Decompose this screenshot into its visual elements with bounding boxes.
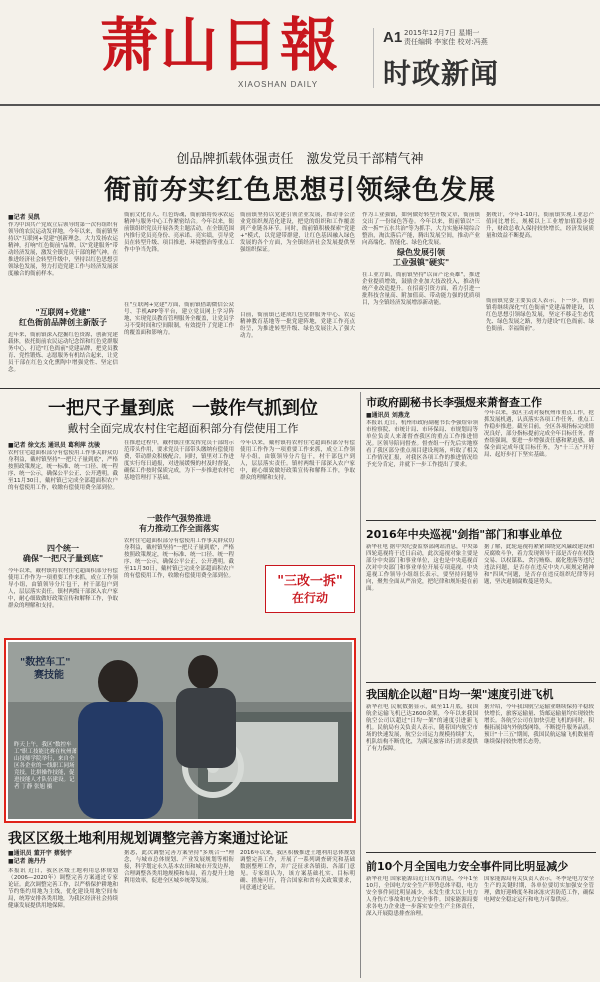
right-mid-headline: 2016年中央巡视"剑指"部门和事业单位 — [366, 528, 563, 541]
masthead-pinyin: XIAOSHAN DAILY — [238, 80, 319, 89]
masthead-divider — [373, 28, 374, 88]
bottom-story-col2-text: 据悉，此次调整完善方案坚持"多规合一"理念，与城市总体规划、产业发展规划等相衔接，科学划定永久基本农田和城市开发边界，合理调整各类用地规模和布局，着力提升土地利用效率，促进全区城乡统筹发展。 — [124, 850, 234, 884]
right-top-byline: ■通讯员 刘燕龙 — [366, 412, 410, 419]
photo-label-line-1: "数控车工" — [20, 657, 71, 668]
story2-col1-text-b: 今年以来，戴村镇将农村住宅超面积部分有偿使用工作作为一项重要工作来抓，成立工作领导小组，由镇领导分片包干，村干部包户到人，层层落实责任。镇村两级干部深入农户家中，耐心细致做好政策宣传和解释工作，争取群众的理解和支持。 — [8, 568, 118, 609]
banner-line-2: 在行动 — [291, 591, 328, 605]
date-line-2: 责任编辑 李家佳 校对:冯燕 — [404, 38, 488, 46]
right-top-headline: 市政府副秘书长李强煜来萧督查工作 — [366, 396, 542, 409]
bottom-story-headline: 我区区级土地利用规划调整完善方案通过论证 — [8, 831, 288, 847]
right-rule-2 — [366, 682, 596, 683]
right-mid-col2-text: 据了解，此轮巡视将紧紧围绕党风廉政建设和反腐败斗争，着力发现领导干部是否存在权钱交易、以权谋私、贪污贿赂、腐化堕落等违纪违法问题，是否存在违反中央八项规定精神和"四风"问题，是否存在违反组织纪律等问题，坚决遏制腐败蔓延势头。 — [484, 544, 594, 585]
page-number: A1 — [383, 29, 403, 46]
right-rule-3 — [366, 852, 596, 853]
photo-caption: 昨天上午，我区"数控车工"职工技能比赛在杭州萧山技师学院举行，来自全区各企业的一线职工同场竞技，比拼操作技能，促进技能人才队伍建设。记者 丁静 张旭 摄 — [14, 742, 78, 790]
lead-subhead-1: "互联网+党建" 红色衙前品牌创主新版子 — [19, 308, 107, 327]
story2-col1-text: 农村住宅超面积部分有偿使用工作事关群众切身利益，戴村镇坚持"一把尺子量到底"，严格按照政策规定，统一标准、统一口径、统一程序、统一公示，确保公平公正、公开透明。截至11月30日，戴村镇已完成全部超面积农户的有偿使用工作，收缴有偿使用费全部到位。 — [8, 450, 118, 491]
lead-col1-text-b: 近年来，衙前镇深入挖掘红色资源，创新党建载体，依托衙前农民运动纪念馆和红色党群服务中心，打造"红色衙前"党建品牌，把党员教育、党性锻炼、志愿服务有机结合起来，让党员干部在红色文化熏陶中增强党性、坚定信念。 — [8, 332, 118, 373]
lead-col4-text-b: 在工业方面，衙前镇坚持"以亩产论英雄"，推进企业提质增效，鼓励企业加大技改投入，推动传统产业改造提升。在招商引资方面，着力引进一批科技含量高、附加值高、带动能力强的优质项目，为全镇经济发展增添新动能。 — [362, 272, 480, 306]
date-line-1: 2015年12月7日 星期一 — [404, 29, 480, 37]
lead-bottom-rule — [0, 388, 600, 389]
story2-headline: 一把尺子量到底 一鼓作气抓到位 — [48, 398, 318, 419]
story2-col3-text: 今年以来，戴村镇将农村住宅超面积部分有偿使用工作作为一项重要工作来抓，成立工作领导小组，由镇领导分片包干，村干部包户到人，层层落实责任。镇村两级干部深入农户家中，耐心细致做好政策宣传和解释工作，争取群众的理解和支持。 — [240, 440, 355, 481]
lead-col5-text-a: 据统计，今年1-10月，衙前镇实现工业总产值同比增长，规模以上工业增加值稳步提升，财政总收入保持较快增长，经济发展质量和效益不断提高。 — [486, 212, 594, 239]
story2-byline: ■记者 徐文杰 通讯员 葛利萍 沈骏 — [8, 442, 101, 449]
lead-subhead-2: 绿色发展引领 工业强镇"硬实" — [392, 248, 450, 267]
lead-col1-text-a: 作为中国共产党成立后领导的第一次有组织有领导的农民运动发祥地，今年以来，衙前镇坚持以"互联网+党建"创新理念，大力发扬农运精神，打响"红色衙前"品牌，以"党建服务"带动经济发展，激发全镇党员干部的精气神。在推进经济社会转型升级中，坚持以红色思想引领绿色发展，努力打造党建工作与经济发展深度融合的衙前样本。 — [8, 222, 118, 277]
right-rule-1 — [366, 520, 596, 521]
banner-line-1: "三改一拆" — [277, 574, 343, 589]
column-divider — [360, 392, 361, 978]
right-low-headline: 我国航企以超"日均一架"速度引进飞机 — [366, 688, 554, 701]
section-title: 时政新闻 — [383, 57, 500, 90]
story2-subtitle: 戴村全面完成农村住宅超面积部分有偿使用工作 — [67, 422, 299, 435]
lead-byline: ■记者 吴凯 — [8, 214, 40, 221]
dateline — [404, 29, 488, 47]
right-bottom-headline: 前10个月全国电力安全事件同比明显减少 — [366, 860, 569, 873]
campaign-banner — [265, 565, 355, 613]
right-mid-col1-text: 新华社电 据中央纪委监察部网站消息，中央第四轮巡视将于近日启动，此次巡视对象主要是部分中央部门和事业单位，这也是中央巡视首次对中央部门和事业单位开展专项巡视。中央巡视工作领导小组组长表示，要坚持问题导向，聚焦全面从严治党，把纪律和规矩挺在前面。 — [366, 544, 478, 592]
photo-label — [20, 656, 70, 682]
bottom-story-col3-text: 2016年以来，我区积极推进土地利用总体规划调整完善工作，开展了一系列调查研究和基础数据整理工作，并广泛征求各镇街、各部门意见。专家组认为，该方案基础扎实、目标明确、措施可行，符合国家和省有关政策要求，同意通过论证。 — [240, 850, 355, 891]
story2-subhead-1: 四个统一 确保"一把尺子量到底" — [22, 544, 104, 563]
lead-col5-text-b: 衙前镇党委主要负责人表示，下一步，衙前镇将继续深化"红色衙前"党建品牌建设，以红色思想引领绿色发展，坚定不移走生态优先、绿色发展之路，努力建设"红色衙前、绿色衙前、幸福衙前"。 — [486, 298, 594, 332]
right-bottom-col1-text: 新华社电 国家能源局近日发布消息，今年1至10月，全国电力安全生产形势总体平稳，电力安全事件同比明显减少，未发生重大以上电力人身伤亡事故和电力安全事件。国家能源局要求各电力企业进一步落实安全生产主体责任，深入开展隐患排查治理。 — [366, 876, 478, 917]
photo-label-line-2: 赛技能 — [34, 670, 64, 681]
right-top-col1-text: 本报讯 近日，杭州市政府副秘书长李强煜带领市检察院、市统计局、市环保局、市规划局等单位负责人来萧督查我区的重点工作推进情况。区领导陪同督查。督查组一行先后实地察看了我区部分重点项目建设现场，听取了相关工作情况汇报，对我区各项工作的推进情况给予充分肯定，并就下一步工作提出了要求。 — [366, 420, 478, 468]
lead-col3-text-a: 衙前镇坚持以党建引领企业发展，推动非公企业党组织规范化建设，把党的组织和工作覆盖到产业链各环节。同时，衙前镇积极探索"党建+"模式，以党建带群建，让红色基因融入绿色发展的各个方面，为全镇经济社会发展提供坚强组织保证。 — [240, 212, 355, 253]
bottom-story-byline: ■通讯员 董开宇 蔡悦宇 ■记者 施丹丹 — [8, 850, 72, 865]
right-low-col2-text: 据介绍，今年我国航空运输业继续保持平稳较快增长，旅客运输量、货邮运输量均实现较快增长。各航空公司在加快引进飞机的同时，积极拓展国内外航线网络，不断提升服务品质。预计"十三五"期间，我国民航运输飞机数量将继续保持较快增长态势。 — [484, 704, 594, 745]
story2-subhead-2: 一鼓作气强势推进 有力推动工作全面落实 — [139, 514, 219, 533]
bottom-story-col1-text: 本报讯 近日，我区区级土地利用总体规划（2006—2020年）调整完善方案通过专家论证。此次调整完善工作，以严格保护耕地和节约集约用地为主线，优化建设用地空间布局，统筹安排各类用地，为我区经济社会持续健康发展提供用地保障。 — [8, 868, 118, 909]
lead-headline: 衙前夯实红色思想引领绿色发展 — [104, 175, 496, 206]
story2-col2-text: 在推进过程中，戴村镇注重发挥党员干部的示范带头作用，要求党员干部带头缴纳有偿使用费，带动群众积极配合。同时，镇里对工作进度实行每日通报，对进展缓慢的村及时督促，确保工作按时保质完成，为下一步推进农村宅基地管理打下基础。 — [124, 440, 234, 481]
lead-col2-text-b: 在"互联网+党建"方面，衙前镇借助微信公众号、手机APP等平台，建立党员网上学习阵地，实现党员教育管理服务全覆盖，让党员学习不受时间和空间限制，有效提升了党建工作的覆盖面和影响力。 — [124, 302, 234, 336]
story2-col2-text-b: 农村住宅超面积部分有偿使用工作事关群众切身利益，戴村镇坚持"一把尺子量到底"，严格按照政策规定，统一标准、统一口径、统一程序、统一公示，确保公平公正、公开透明。截至11月30日，戴村镇已完成全部超面积农户的有偿使用工作，收缴有偿使用费全部到位。 — [124, 538, 234, 579]
lead-col4-text-a: 作为工业强镇，如何做好转型升级文章，衙前镇交出了一份绿色答卷。今年以来，衙前镇以"三改一拆""五水共治"等为抓手，大力实施环境综合整治，淘汰落后产能，腾出发展空间，推动产业向高端化、智能化、绿色化发展。 — [362, 212, 480, 246]
lead-col3-text-b: 目前，衙前镇已建成红色党群服务中心、农运精神教育基地等一批党建阵地，党建工作亮点纷呈，为推进转型升级、绿色发展注入了强大动力。 — [240, 312, 355, 339]
lead-col2-text-a: 衙前文化育人、红色铸魂，衙前镇将传承农运精神与服务中心工作紧密结合。今年以来，衙前镇组织党员开展各类主题活动，在全镇范围内推行党员亮身份、亮承诺、亮实绩，引导党员在转型升级、项目推进、环境整治等重点工作中争当先锋。 — [124, 212, 234, 253]
right-top-col2-text: 今年以来，我区主动对接杭州市重点工作，抢抓发展机遇，认真落实各项工作任务，重点工作稳步推进。截至目前，全区各项指标完成情况良好，部分指标提前完成全年目标任务。督查组强调，要进一步增强责任感和紧迫感，确保全面完成年度目标任务，为"十三五"开好局、起好步打下坚实基础。 — [484, 410, 594, 458]
right-bottom-col2-text: 国家能源局有关负责人表示，冬季是电力安全生产的关键时期，各单位要切实加强安全管理，做好迎峰度冬和冰冻灾害防范工作，确保电网安全稳定运行和电力可靠供应。 — [484, 876, 594, 903]
right-low-col1-text: 新华社电 民航数据显示，截至11月底，我国航企运输飞机已达2600余架，今年以来我国航空公司以超过"日均一架"的速度引进新飞机。民航局有关负责人表示，随着国内航空市场的快速发展，航空公司运力规模持续扩大，机队结构不断优化，为满足旅客出行需求提供了有力保障。 — [366, 704, 478, 752]
header-rule — [0, 104, 600, 106]
lead-kicker: 创品牌抓载体强责任 激发党员干部精气神 — [176, 152, 424, 167]
newspaper-masthead: 萧山日報 — [100, 11, 341, 79]
